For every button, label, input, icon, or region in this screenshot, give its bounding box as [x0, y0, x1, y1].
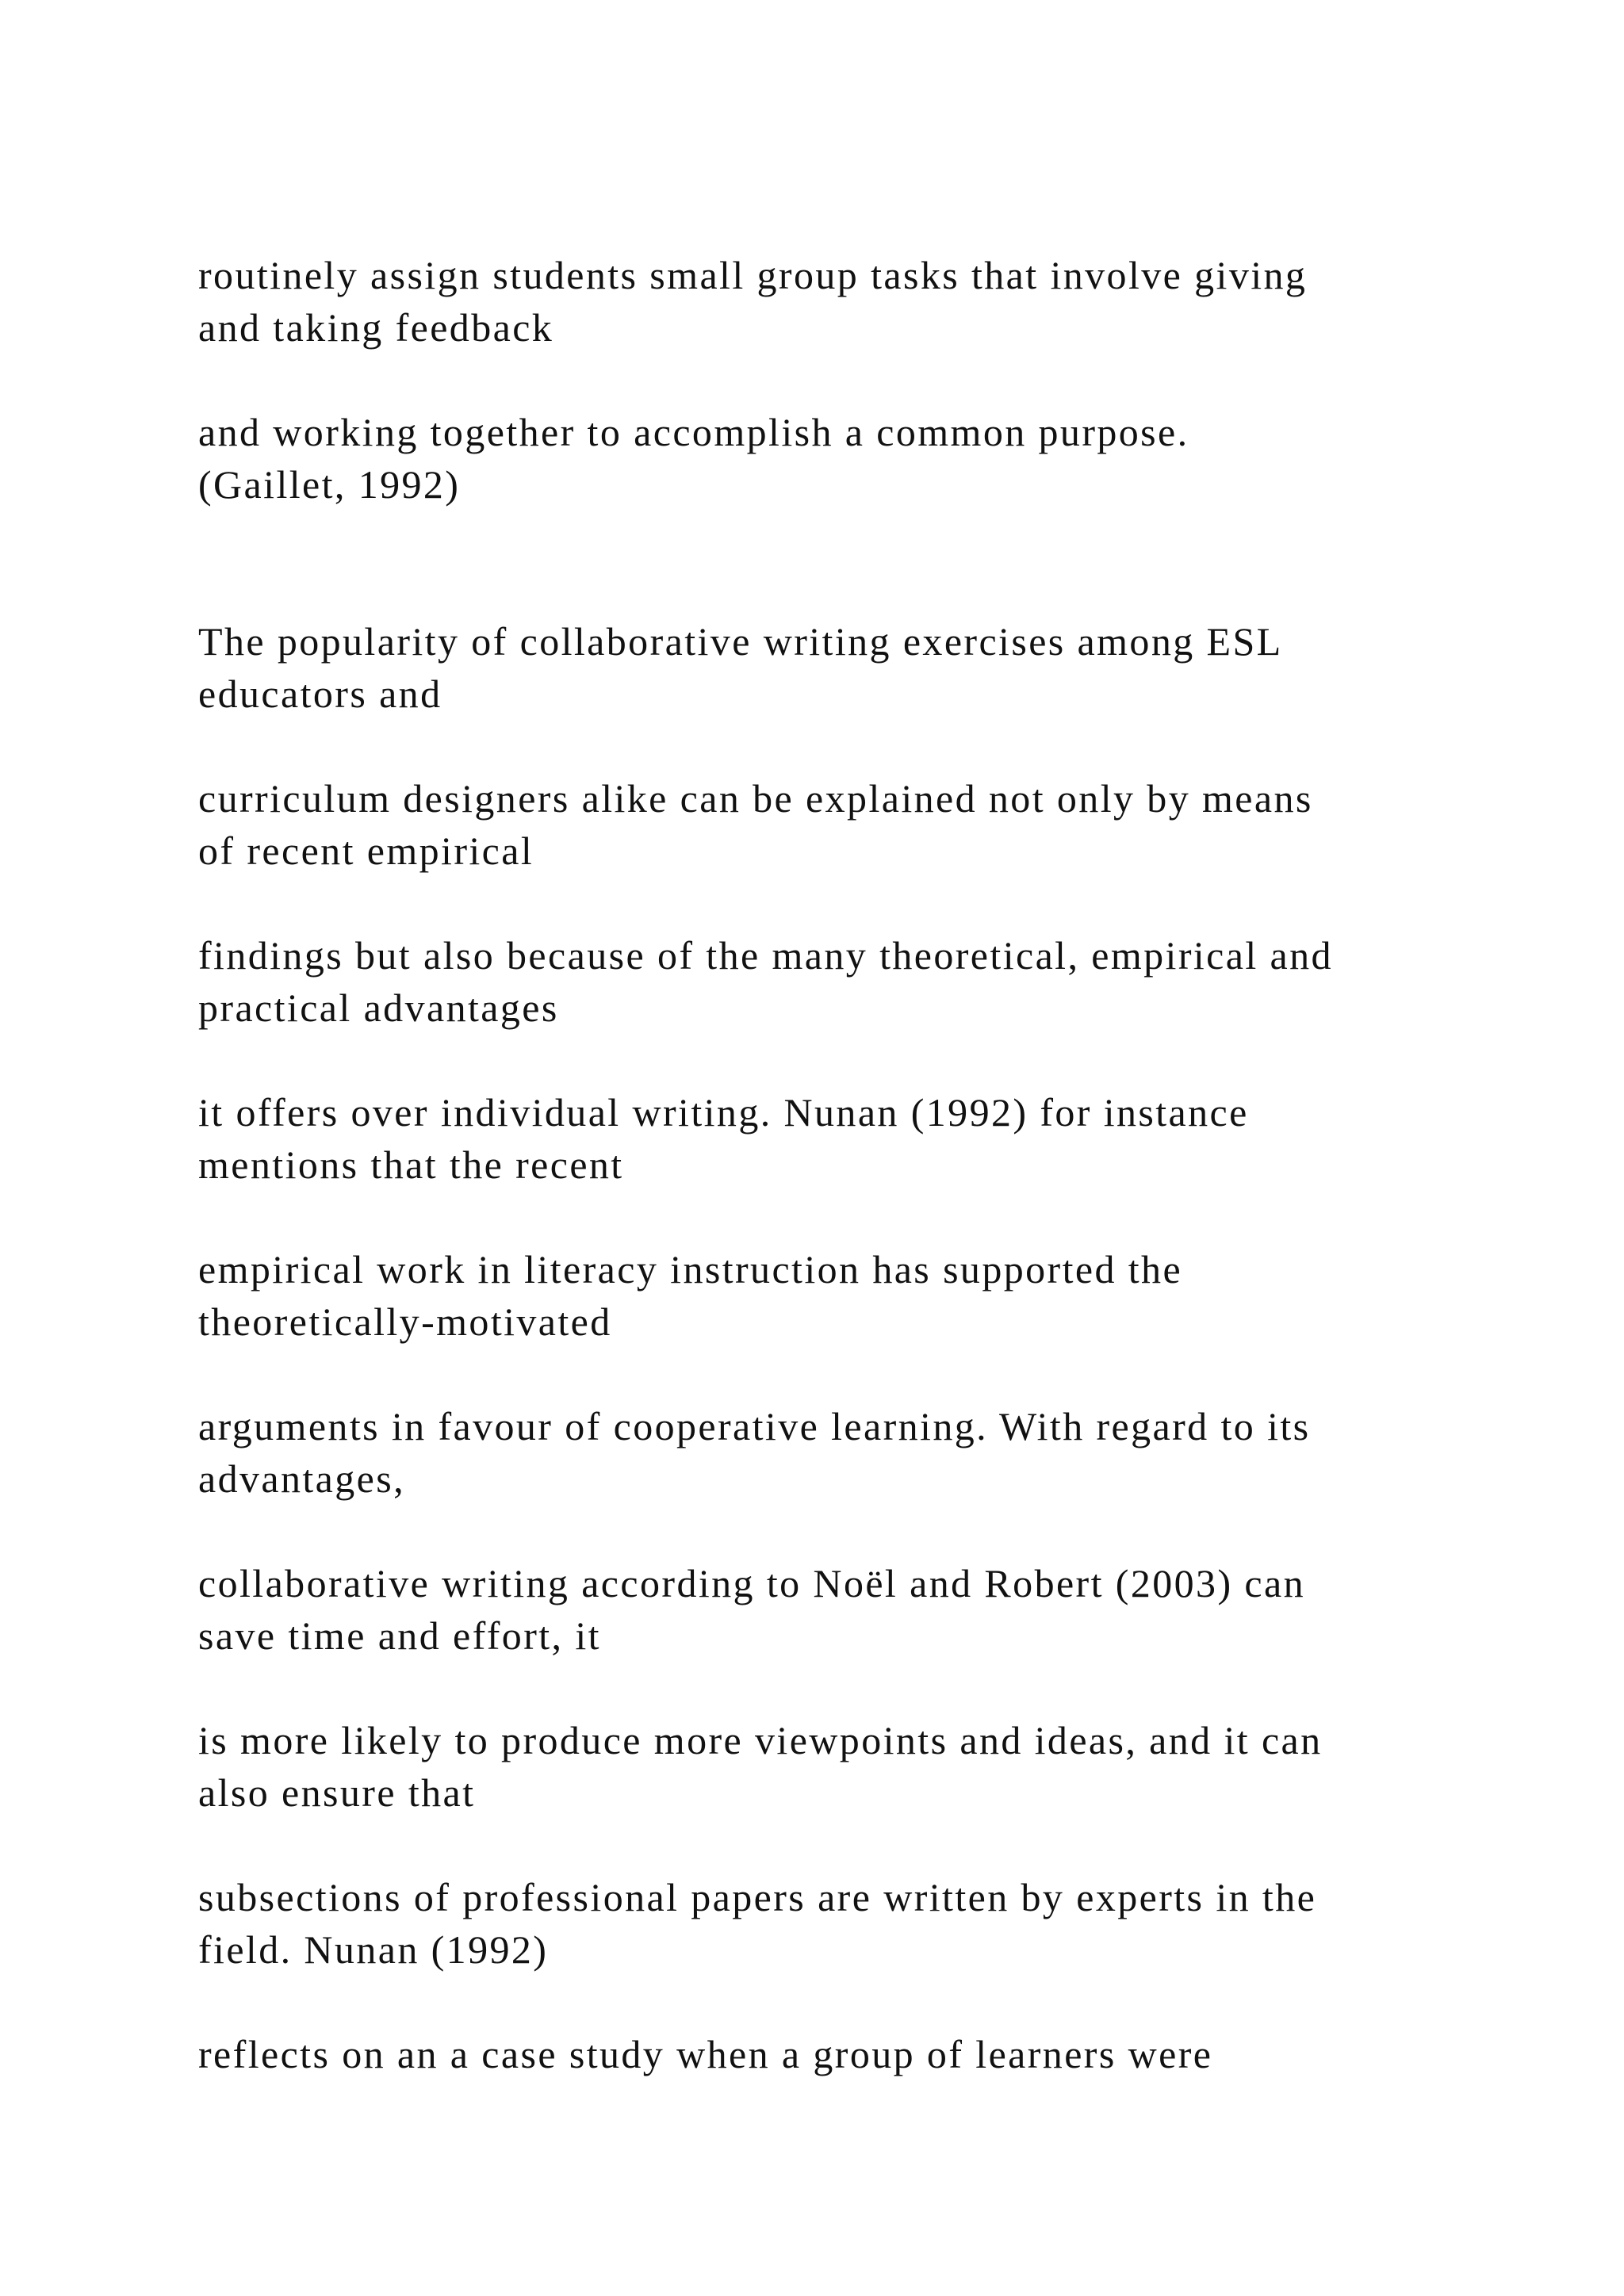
text-line: and taking feedback — [198, 305, 554, 350]
text-line: theoretically-motivated — [198, 1299, 612, 1344]
text-line: routinely assign students small group tasks that involve giving — [198, 253, 1308, 297]
paragraph-10 — [198, 1714, 1499, 1819]
text-line: save time and effort, it — [198, 1613, 601, 1658]
text-line: is more likely to produce more viewpoints and ideas, and it can — [198, 1718, 1323, 1762]
text-line: also ensure that — [198, 1770, 476, 1815]
text-line: curriculum designers alike can be explained not only by means — [198, 776, 1313, 821]
paragraph-4 — [198, 772, 1499, 877]
text-line: of recent empirical — [198, 828, 534, 873]
paragraph-7 — [198, 1243, 1499, 1348]
text-line: The popularity of collaborative writing exercises among ESL — [198, 619, 1283, 664]
text-line: empirical work in literacy instruction has supported the — [198, 1247, 1183, 1292]
text-line: field. Nunan (1992) — [198, 1927, 549, 1972]
text-line: and working together to accomplish a common purpose. — [198, 410, 1189, 454]
text-line: arguments in favour of cooperative learning. With regard to its — [198, 1404, 1311, 1448]
paragraph-6 — [198, 1086, 1499, 1191]
paragraph-2 — [198, 406, 1499, 511]
paragraph-5 — [198, 929, 1499, 1034]
text-line: collaborative writing according to Noël and Robert (2003) can — [198, 1561, 1305, 1605]
paragraph-8 — [198, 1400, 1499, 1505]
text-line: advantages, — [198, 1456, 406, 1501]
paragraph-3 — [198, 615, 1499, 720]
text-line: it offers over individual writing. Nunan (1992) for instance — [198, 1090, 1249, 1135]
text-line: reflects on an a case study when a group of learners were — [198, 2032, 1213, 2076]
text-line: findings but also because of the many theoretical, empirical and — [198, 933, 1333, 978]
paragraph-9 — [198, 1557, 1499, 1662]
text-line: (Gaillet, 1992) — [198, 462, 461, 507]
text-line: practical advantages — [198, 985, 559, 1030]
text-line: subsections of professional papers are written by experts in the — [198, 1875, 1317, 1919]
text-line: educators and — [198, 672, 442, 716]
text-line: mentions that the recent — [198, 1142, 624, 1187]
paragraph-11 — [198, 1871, 1499, 1976]
paragraph-1 — [198, 249, 1499, 354]
paragraph-12 — [198, 2028, 1499, 2080]
